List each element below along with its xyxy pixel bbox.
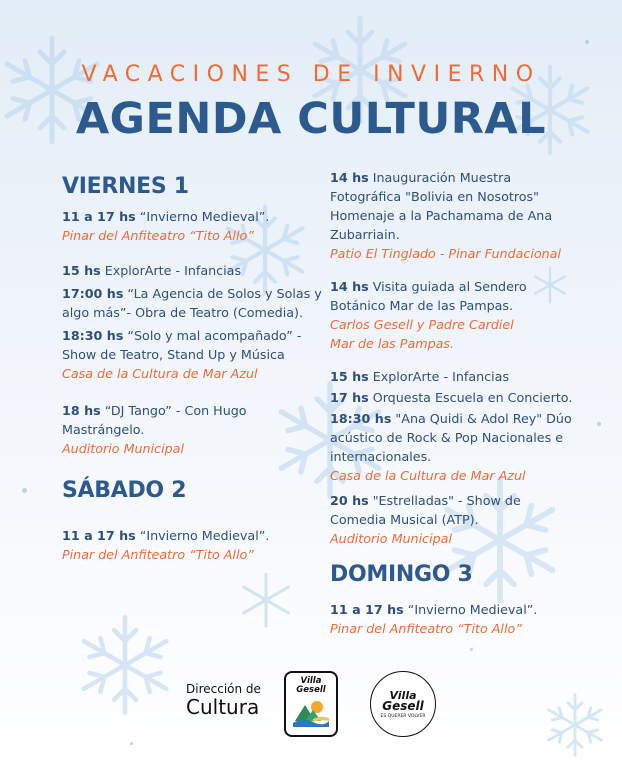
event-time: 14 hs <box>330 170 369 185</box>
event-item <box>62 526 322 564</box>
event-item <box>330 600 610 638</box>
cultura-label: Cultura <box>186 695 260 719</box>
event-item <box>330 388 610 407</box>
event-location: Pinar del Anfiteatro “Tito Allo” <box>62 228 254 243</box>
event-location: Pinar del Anfiteatro “Tito Allo” <box>62 547 254 562</box>
villa-gesell-badge-logo <box>284 671 338 737</box>
direccion-label: Dirección de <box>186 682 261 696</box>
snowflake-icon <box>540 690 610 760</box>
snow-dot <box>470 648 473 651</box>
event-time: 11 a 17 hs <box>330 602 404 617</box>
event-item <box>62 326 322 383</box>
event-item <box>330 409 585 485</box>
event-description: “Invierno Medieval”. <box>403 602 538 617</box>
day-heading-viernes: VIERNES 1 <box>62 174 189 199</box>
header-overline: VACACIONES DE INVIERNO <box>81 62 541 87</box>
direccion-cultura-logo <box>186 682 261 718</box>
landscape-icon <box>291 697 331 729</box>
event-time: 14 hs <box>330 279 369 294</box>
event-item <box>62 261 322 280</box>
event-item <box>62 401 252 458</box>
event-item <box>330 491 540 548</box>
event-location: Casa de la Cultura de Mar Azul <box>330 468 526 483</box>
event-location: Carlos Gesell y Padre Cardiel Mar de las Pampas. <box>330 317 514 351</box>
event-item <box>330 168 560 263</box>
event-location: Auditorio Municipal <box>330 531 452 546</box>
event-description: ExplorArte - Infancias <box>368 369 510 384</box>
event-description: Orquesta Escuela en Concierto. <box>368 390 573 405</box>
event-time: 17:00 hs <box>62 286 124 301</box>
left-column <box>62 172 322 564</box>
day-heading-domingo: DOMINGO 3 <box>330 562 473 587</box>
event-time: 20 hs <box>330 493 369 508</box>
event-description: “Invierno Medieval”. <box>135 209 270 224</box>
event-description: “DJ Tango” - Con Hugo Mastrángelo. <box>62 403 247 437</box>
event-description: "Estrelladas" - Show de Comedia Musical (ATP). <box>330 493 521 527</box>
snow-dot <box>585 40 589 44</box>
snow-dot <box>130 742 133 745</box>
event-description: Visita guiada al Sendero Botánico Mar de las Pampas. <box>330 279 527 313</box>
event-item <box>330 277 545 353</box>
seal-tagline: ES QUERER VOLVER <box>380 714 426 719</box>
event-location: Patio El Tinglado - Pinar Fundacional <box>330 246 561 261</box>
seal-name-line-1: Villa <box>389 689 417 702</box>
badge-line-1: Villa <box>300 676 322 686</box>
event-time: 11 a 17 hs <box>62 528 136 543</box>
seal-name-line-2: Gesell <box>382 699 424 713</box>
snowflake-icon <box>236 570 296 630</box>
day-heading-sabado: SÁBADO 2 <box>62 478 187 503</box>
event-description: Inauguración Muestra Fotográfica "Bolivia en Nosotros" Homenaje a la Pachamama de Ana Zubarriain. <box>330 170 553 242</box>
event-time: 11 a 17 hs <box>62 209 136 224</box>
event-time: 18:30 hs <box>62 328 124 343</box>
event-time: 15 hs <box>330 369 369 384</box>
event-location: Auditorio Municipal <box>62 441 184 456</box>
snow-dot <box>22 488 27 493</box>
event-item <box>330 367 610 386</box>
right-column <box>330 168 610 638</box>
villa-gesell-seal-logo <box>370 671 436 737</box>
event-description: "Ana Quidi & Adol Rey" Dúo acústico de Rock & Pop Nacionales e internacionales. <box>330 411 572 464</box>
event-time: 15 hs <box>62 263 101 278</box>
event-description: “La Agencia de Solos y Solas y algo más”- Obra de Teatro (Comedia). <box>62 286 322 320</box>
event-item <box>62 284 322 322</box>
event-time: 18 hs <box>62 403 101 418</box>
event-location: Pinar del Anfiteatro “Tito Allo” <box>330 621 522 636</box>
page-title: AGENDA CULTURAL <box>75 94 547 144</box>
event-time: 17 hs <box>330 390 369 405</box>
event-description: ExplorArte - Infancias <box>100 263 242 278</box>
event-description: “Solo y mal acompañado” - Show de Teatro, Stand Up y Música <box>62 328 302 362</box>
event-location: Casa de la Cultura de Mar Azul <box>62 366 258 381</box>
badge-line-2: Gesell <box>296 685 326 695</box>
event-item <box>62 207 322 245</box>
event-description: “Invierno Medieval”. <box>135 528 270 543</box>
snowflake-icon <box>70 610 180 720</box>
event-time: 18:30 hs <box>330 411 392 426</box>
